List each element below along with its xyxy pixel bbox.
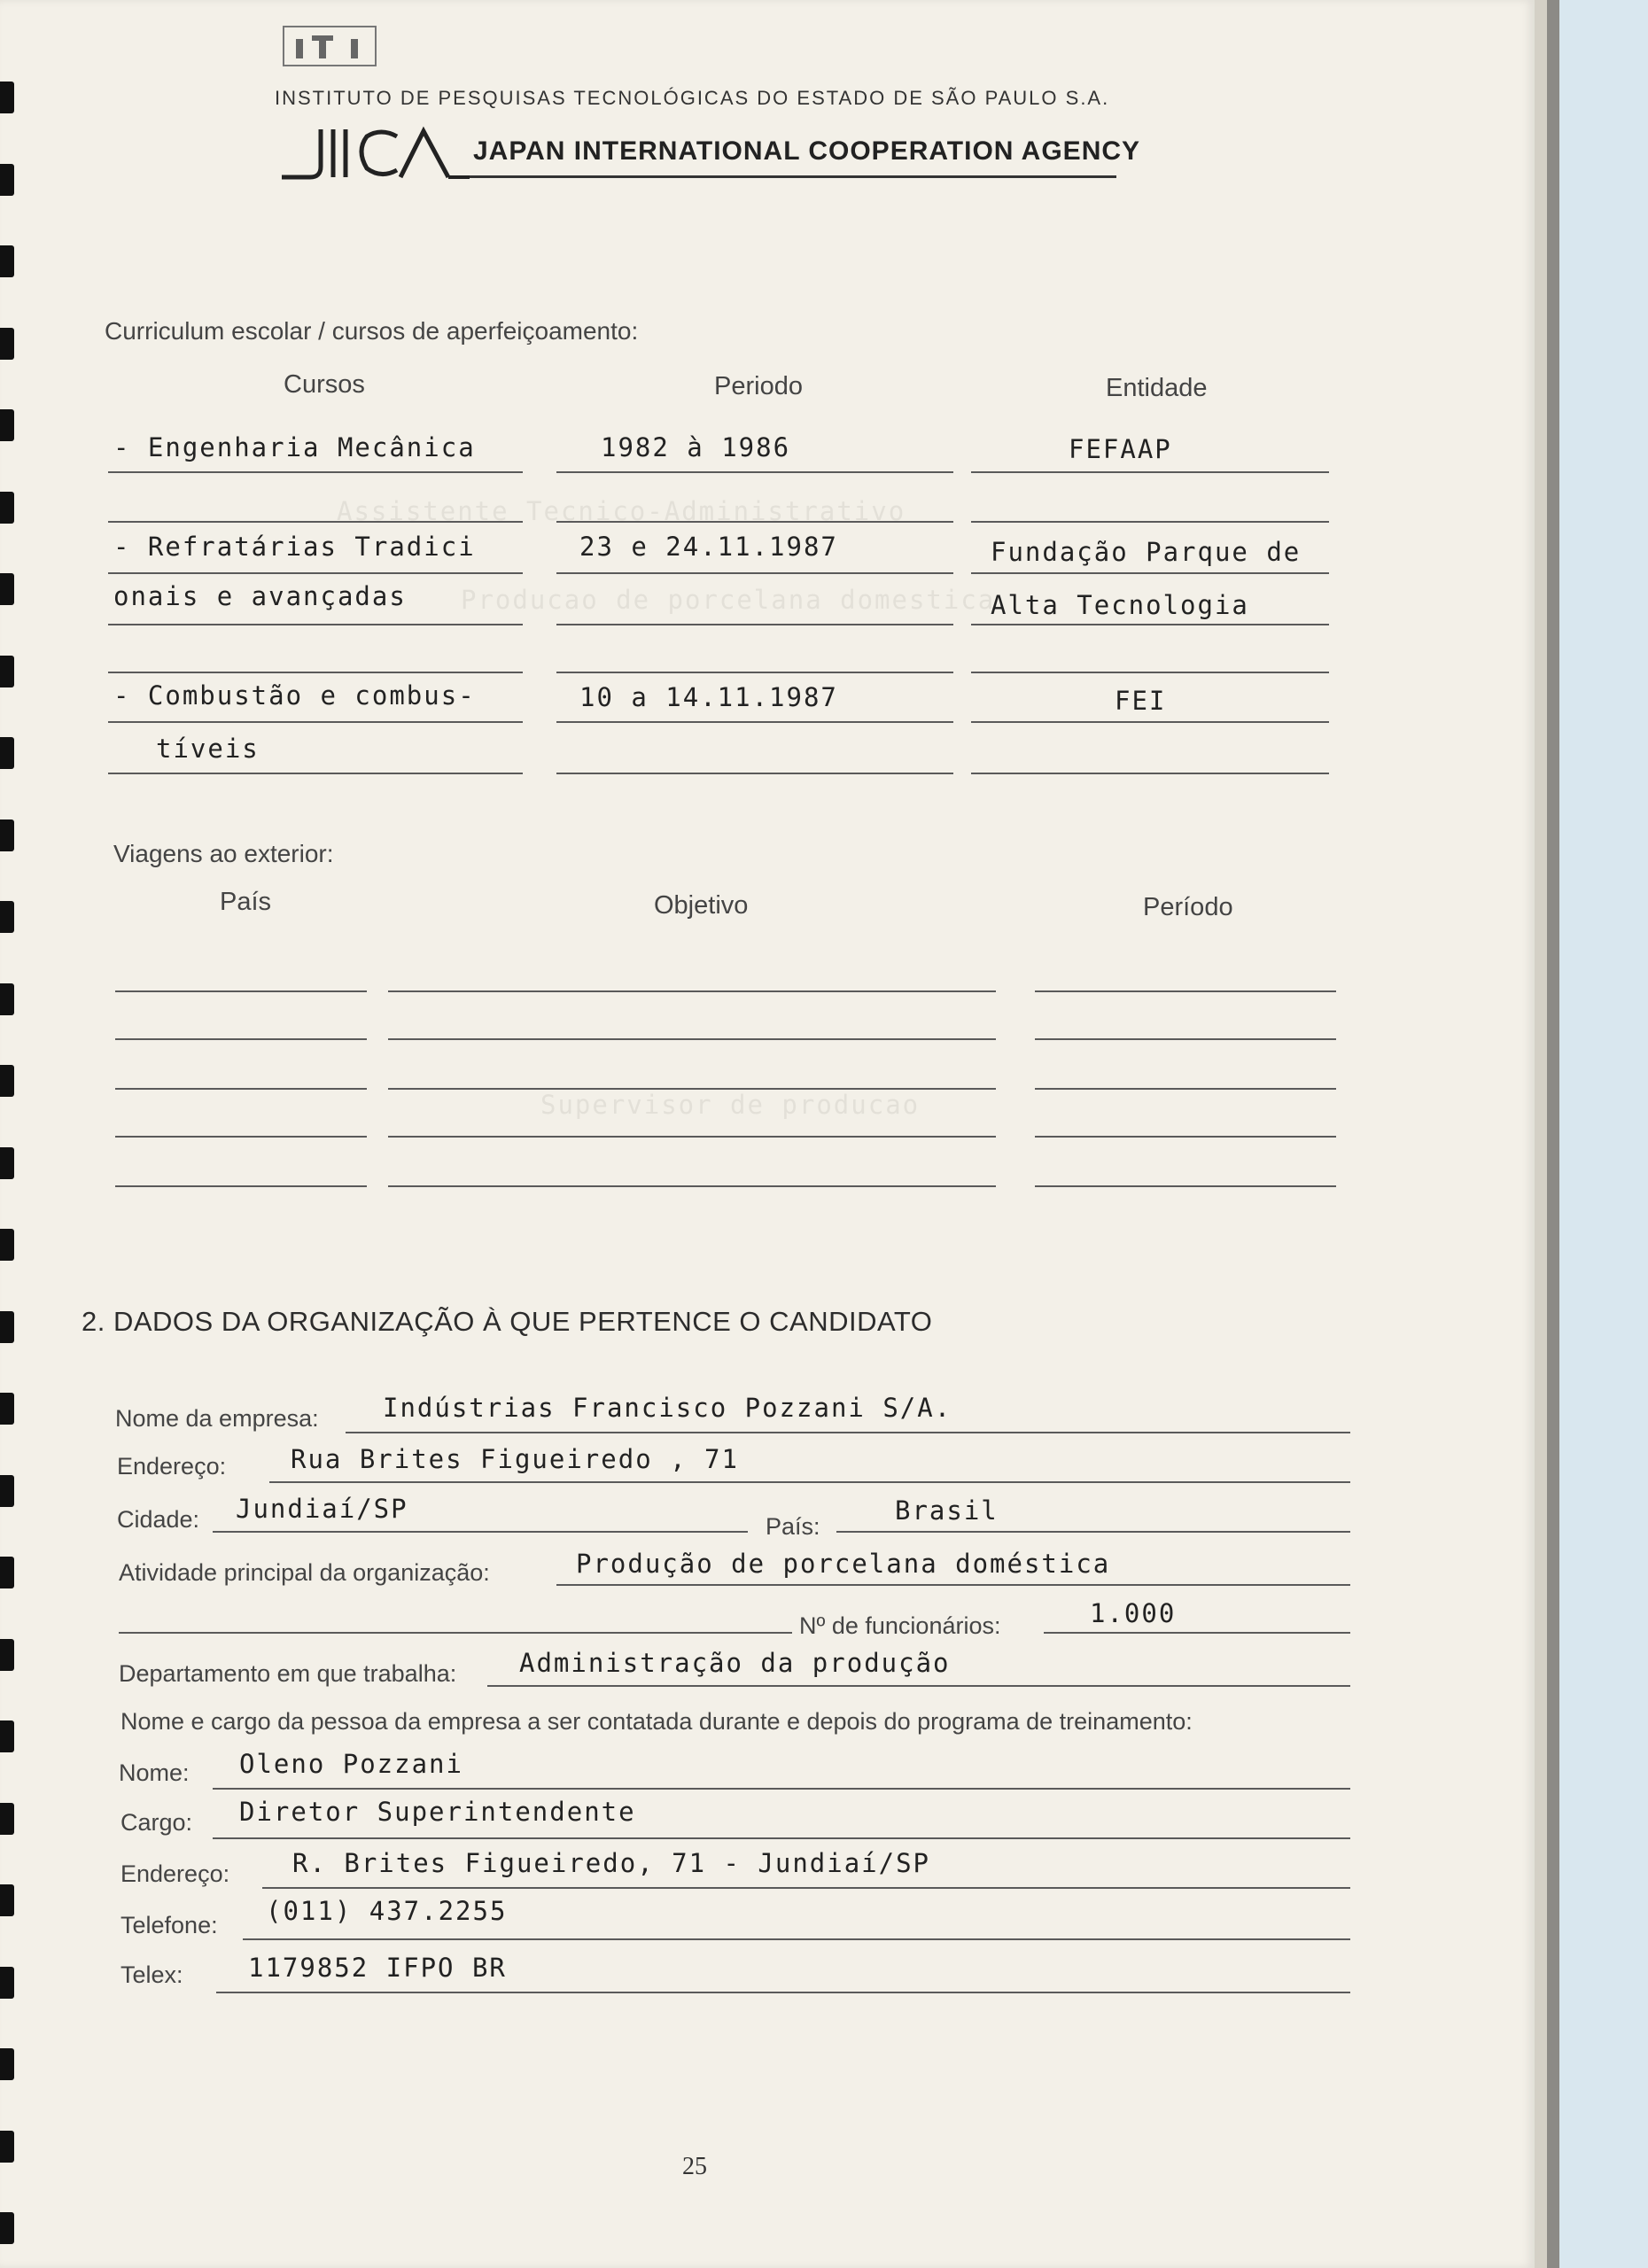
viagem-row-line — [115, 990, 367, 992]
section-2-title: 2. DADOS DA ORGANIZAÇÃO À QUE PERTENCE O CANDIDATO — [82, 1306, 933, 1337]
telefone-label: Telefone: — [120, 1912, 218, 1938]
periodo-2: 23 e 24.11.1987 — [579, 532, 838, 562]
curriculum-row-line — [556, 624, 953, 625]
agency-underline — [470, 175, 1116, 178]
binding-hole — [0, 2048, 14, 2080]
binding-hole — [0, 164, 14, 196]
show-through: Producao de porcelana domestica — [461, 585, 996, 615]
viagem-row-line — [1035, 990, 1336, 992]
endereco-label: Endereço: — [117, 1453, 227, 1480]
telefone-line — [243, 1938, 1350, 1940]
departamento-line — [487, 1685, 1350, 1687]
binding-hole — [0, 1967, 14, 1999]
viagem-row-line — [1035, 1185, 1336, 1187]
viagem-row-line — [115, 1136, 367, 1138]
binding-hole — [0, 1311, 14, 1343]
telefone-value: (011) 437.2255 — [266, 1896, 508, 1926]
curriculum-row-line — [971, 521, 1329, 523]
curriculum-row-line — [556, 721, 953, 723]
nome-label: Nome: — [119, 1759, 190, 1786]
atividade-label: Atividade principal da organização: — [119, 1559, 490, 1586]
atividade-value: Produção de porcelana doméstica — [576, 1549, 1111, 1579]
cidade-value: Jundiaí/SP — [236, 1494, 408, 1524]
viagem-row-line — [388, 1185, 996, 1187]
pais-label: País: — [766, 1513, 820, 1540]
nome-empresa-label: Nome da empresa: — [115, 1405, 319, 1432]
col-objetivo: Objetivo — [654, 891, 749, 920]
viagem-row-line — [1035, 1136, 1336, 1138]
col-pais: País — [220, 888, 272, 916]
endereco-line — [269, 1481, 1350, 1483]
binding-hole — [0, 1065, 14, 1097]
binding-hole — [0, 656, 14, 687]
institute-name: INSTITUTO DE PESQUISAS TECNOLÓGICAS DO ESTADO DE SÃO PAULO S.A. — [275, 87, 1110, 109]
cidade-label: Cidade: — [117, 1506, 200, 1533]
departamento-value: Administração da produção — [519, 1648, 951, 1678]
binding-hole — [0, 1229, 14, 1261]
curso-1: - Engenharia Mecânica — [113, 432, 476, 462]
endereco2-value: R. Brites Figueiredo, 71 - Jundiaí/SP — [292, 1848, 931, 1878]
page-edge — [1535, 0, 1547, 2268]
viagem-row-line — [1035, 1088, 1336, 1090]
viagem-row-line — [388, 1088, 996, 1090]
cargo-line — [213, 1837, 1350, 1839]
entidade-3: Alta Tecnologia — [991, 590, 1249, 620]
curso-5: tíveis — [156, 734, 260, 764]
curso-4: - Combustão e combus- — [113, 680, 476, 711]
viagem-row-line — [388, 1038, 996, 1040]
viagens-title: Viagens ao exterior: — [113, 840, 334, 867]
curriculum-row-line — [108, 672, 523, 673]
page-edge-shadow — [1547, 0, 1559, 2268]
nome-value: Oleno Pozzani — [239, 1749, 463, 1779]
curriculum-row-line — [108, 521, 523, 523]
col-entidade: Entidade — [1106, 374, 1208, 402]
viagem-row-line — [115, 1185, 367, 1187]
show-through: Supervisor de producao — [540, 1090, 921, 1120]
curriculum-row-line — [971, 672, 1329, 673]
telex-value: 1179852 IFPO BR — [248, 1953, 507, 1983]
binding-hole — [0, 819, 14, 851]
entidade-4: FEI — [1115, 686, 1167, 716]
binding-hole — [0, 1639, 14, 1671]
viagem-row-line — [388, 990, 996, 992]
curriculum-row-line — [108, 773, 523, 774]
viagem-row-line — [115, 1038, 367, 1040]
contato-title: Nome e cargo da pessoa da empresa a ser contatada durante e depois do programa de treinamento: — [120, 1708, 1193, 1735]
binding-hole — [0, 328, 14, 360]
periodo-1: 1982 à 1986 — [601, 432, 791, 462]
binding-hole — [0, 1557, 14, 1588]
binding-hole — [0, 573, 14, 605]
curso-2: - Refratárias Tradici — [113, 532, 476, 562]
background-surface — [1559, 0, 1648, 2268]
viagem-row-line — [1035, 1038, 1336, 1040]
telex-line — [216, 1992, 1350, 1993]
binding-hole — [0, 2212, 14, 2244]
ipt-logo-icon — [276, 19, 383, 73]
cidade-line — [213, 1531, 748, 1533]
endereco-value: Rua Brites Figueiredo , 71 — [291, 1444, 739, 1474]
curso-3: onais e avançadas — [113, 581, 407, 611]
viagem-row-line — [115, 1088, 367, 1090]
nome-empresa-line — [346, 1432, 1350, 1433]
binding-hole — [0, 1720, 14, 1752]
curriculum-row-line — [556, 672, 953, 673]
curriculum-row-line — [971, 624, 1329, 625]
nome-empresa-value: Indústrias Francisco Pozzani S/A. — [383, 1393, 952, 1423]
funcionarios-line — [1044, 1632, 1350, 1634]
binding-hole — [0, 1393, 14, 1425]
binding-hole — [0, 983, 14, 1015]
binding-hole — [0, 245, 14, 277]
curriculum-row-line — [556, 471, 953, 473]
endereco2-label: Endereço: — [120, 1860, 230, 1887]
entidade-2: Fundação Parque de — [991, 537, 1302, 567]
curriculum-row-line — [108, 721, 523, 723]
atividade-line — [556, 1584, 1350, 1586]
curriculum-row-line — [556, 572, 953, 574]
curriculum-row-line — [971, 572, 1329, 574]
binding-hole — [0, 2131, 14, 2163]
pais-line — [836, 1531, 1350, 1533]
agency-name: JAPAN INTERNATIONAL COOPERATION AGENCY — [473, 136, 1141, 166]
entidade-1: FEFAAP — [1069, 434, 1172, 464]
endereco2-line — [262, 1887, 1350, 1889]
cargo-label: Cargo: — [120, 1809, 193, 1836]
curriculum-row-line — [556, 773, 953, 774]
telex-label: Telex: — [120, 1961, 183, 1988]
show-through: Assistente Tecnico-Administrativo — [337, 496, 906, 526]
cargo-value: Diretor Superintendente — [239, 1797, 636, 1827]
binding-hole — [0, 1147, 14, 1179]
pais-value: Brasil — [895, 1495, 999, 1526]
binding-hole — [0, 901, 14, 933]
spiral-binding — [0, 0, 18, 2268]
curriculum-row-line — [971, 721, 1329, 723]
curriculum-row-line — [108, 572, 523, 574]
curriculum-row-line — [971, 471, 1329, 473]
page-number: 25 — [682, 2153, 707, 2180]
curriculum-row-line — [556, 521, 953, 523]
col-cursos: Cursos — [284, 370, 365, 399]
nome-line — [213, 1788, 1350, 1790]
periodo-4: 10 a 14.11.1987 — [579, 682, 838, 712]
curriculum-row-line — [108, 624, 523, 625]
jica-logo-icon — [275, 124, 470, 186]
binding-hole — [0, 82, 14, 113]
departamento-label: Departamento em que trabalha: — [119, 1660, 457, 1687]
col-periodo-viagens: Período — [1143, 893, 1233, 921]
funcionarios-label: Nº de funcionários: — [799, 1612, 1001, 1639]
curriculum-row-line — [971, 773, 1329, 774]
funcionarios-value: 1.000 — [1090, 1598, 1177, 1628]
viagem-row-line — [388, 1136, 996, 1138]
binding-hole — [0, 1884, 14, 1916]
binding-hole — [0, 1475, 14, 1507]
binding-hole — [0, 492, 14, 524]
atividade-line-2 — [119, 1632, 792, 1634]
col-periodo: Periodo — [714, 372, 803, 400]
curriculum-title: Curriculum escolar / cursos de aperfeiçoamento: — [105, 317, 639, 345]
binding-hole — [0, 737, 14, 769]
binding-hole — [0, 409, 14, 441]
binding-hole — [0, 1803, 14, 1835]
curriculum-row-line — [108, 471, 523, 473]
